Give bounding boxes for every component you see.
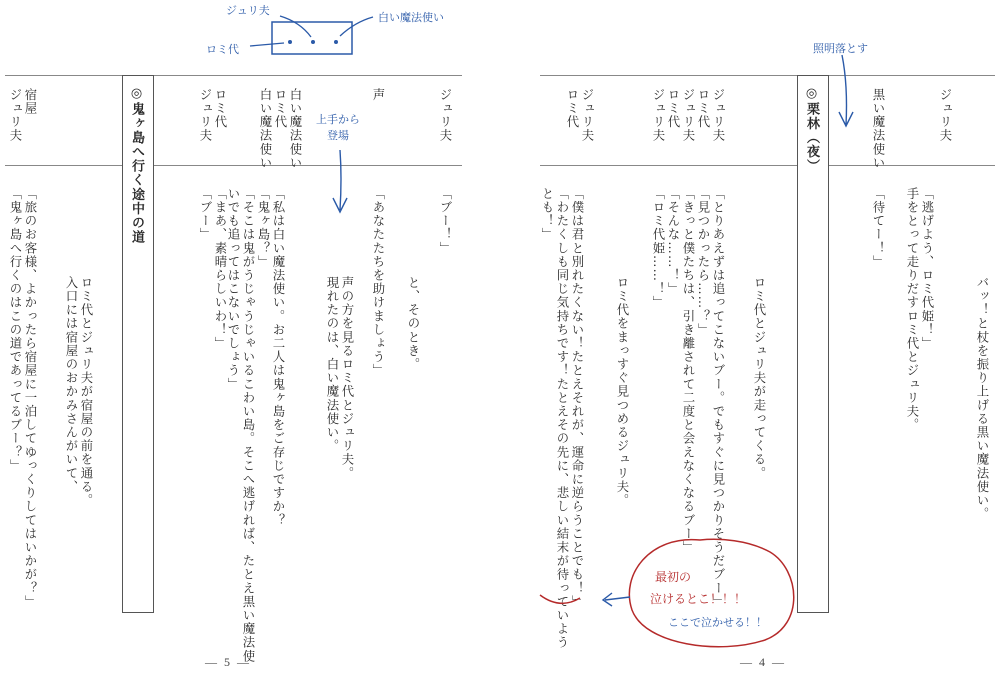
scene-heading-chestnut: ◎栗林（夜） [804,86,819,174]
lighting-arrow [839,55,853,126]
note-cry-1: 最初の [655,570,692,584]
red-underline-curve [540,595,580,603]
stage-marker-jurio [311,40,315,44]
scene-heading-road: ◎鬼ヶ島へ行く途中の道 [129,86,144,245]
page4-speaker-group2: ジュリ夫 ロミ代 [565,88,595,143]
diagram-pointer-jurio [280,16,311,37]
page5-line-buu: 「ブー！」 [438,187,453,255]
stage-marker-romiyo [288,40,292,44]
stage-diagram-box [272,22,352,54]
page4-speaker-jurio: ジュリ夫 [938,88,953,143]
page5-speaker-group: 白い魔法使い ロミ代 白い魔法使い [258,88,303,170]
page4-dialogue-escape: 「逃げよう、ロミ代姫！」 手をとって走りだすロミ代とジュリ夫。 [905,187,935,432]
page5-number: — 5 — [205,655,251,669]
page4-line-wait: 「待てー！」 [871,187,886,269]
page4-stage-direction-raise: バッ！と杖を振り上げる黒い魔法使い。 [975,276,990,521]
note-enter-stage: 上手から 登場 [316,113,360,142]
diagram-pointer-romiyo [250,43,284,46]
note-diagram-jurio: ジュリ夫 [226,4,270,17]
diagram-pointer-white [340,17,373,36]
note-cry-2: 泣けるとこ！！！ [650,592,747,606]
red-note-arrow [603,593,630,606]
note-lighting: 照明落とす [813,42,868,55]
note-cry-3: ここで泣かせる！！ [668,616,767,629]
page5-dialogue-block2: 「まあ、素晴らしいわ！」 「ブー」 [198,187,228,351]
page5-stage-direction-inn: ロミ代とジュリ夫が宿屋の前を通る。 入口には宿屋のおかみさんがいて、 [64,276,94,508]
stage-marker-white [334,40,338,44]
note-diagram-white: 白い魔法使い [378,11,444,24]
page4-speaker-group: ジュリ夫 ロミ代 ジュリ夫 ロミ代 ジュリ夫 [651,88,726,143]
page5-speaker-group2: ロミ代 ジュリ夫 [198,88,228,143]
page5-speaker-voice: 声 [371,88,386,102]
note-diagram-romiyo: ロミ代 [206,43,239,56]
page4-stage-direction-gaze: ロミ代をまっすぐ見つめるジュリ夫。 [615,276,630,508]
page5-stage-direction-appear: 声の方を見るロミ代とジュリ夫。 現れたのは、白い魔法使い。 [325,276,355,480]
page4-number: — 4 — [740,655,786,669]
page5-speaker-inn: 宿屋 ジュリ夫 [8,88,38,143]
page5-dialogue-inn: 「旅のお客様、よかったら宿屋に一泊してゆっくりしてはいかが？」 「鬼ヶ島へ行くのはこの道であってるブー？」 [8,187,38,609]
page4-dialogue-block: 「とりあえずは追ってこないブー。でもすぐに見つかりそうだブー」 「見つかったら……？」 「きっと僕たちは、引き離されて二度と会えなくなるブー」 「そんな……！」 「ロミ代姫……！」 [651,187,726,609]
page5-dialogue-block: 「私は白い魔法使い。お二人は鬼ヶ島をご存じですか？ 「鬼ヶ島？」 「そこは鬼がうじゃうじゃいるこわい島。そこへ逃げれば、たとえ黒い魔法使 いでも追ってはこないでしょう」 [226,187,286,663]
enter-stage-arrow [333,150,347,212]
page5-stage-direction-then: と、そのとき。 [406,276,421,372]
page4-stage-direction-run: ロミ代とジュリ夫が走ってくる。 [752,276,767,480]
page5-line-help: 「あなたたちを助けましょう」 [371,187,386,378]
page4-speaker-black-wizard: 黒い魔法使い [871,88,886,170]
page4-dialogue-block2: 「僕は君と別れたくない！たとえそれが、運命に逆らうことでも！」 「わたくしも同じ気持ちです！たとえその先に、悲しい結末が待っていよう とも！」 [540,187,585,650]
page5-speaker-jurio: ジュリ夫 [438,88,453,143]
